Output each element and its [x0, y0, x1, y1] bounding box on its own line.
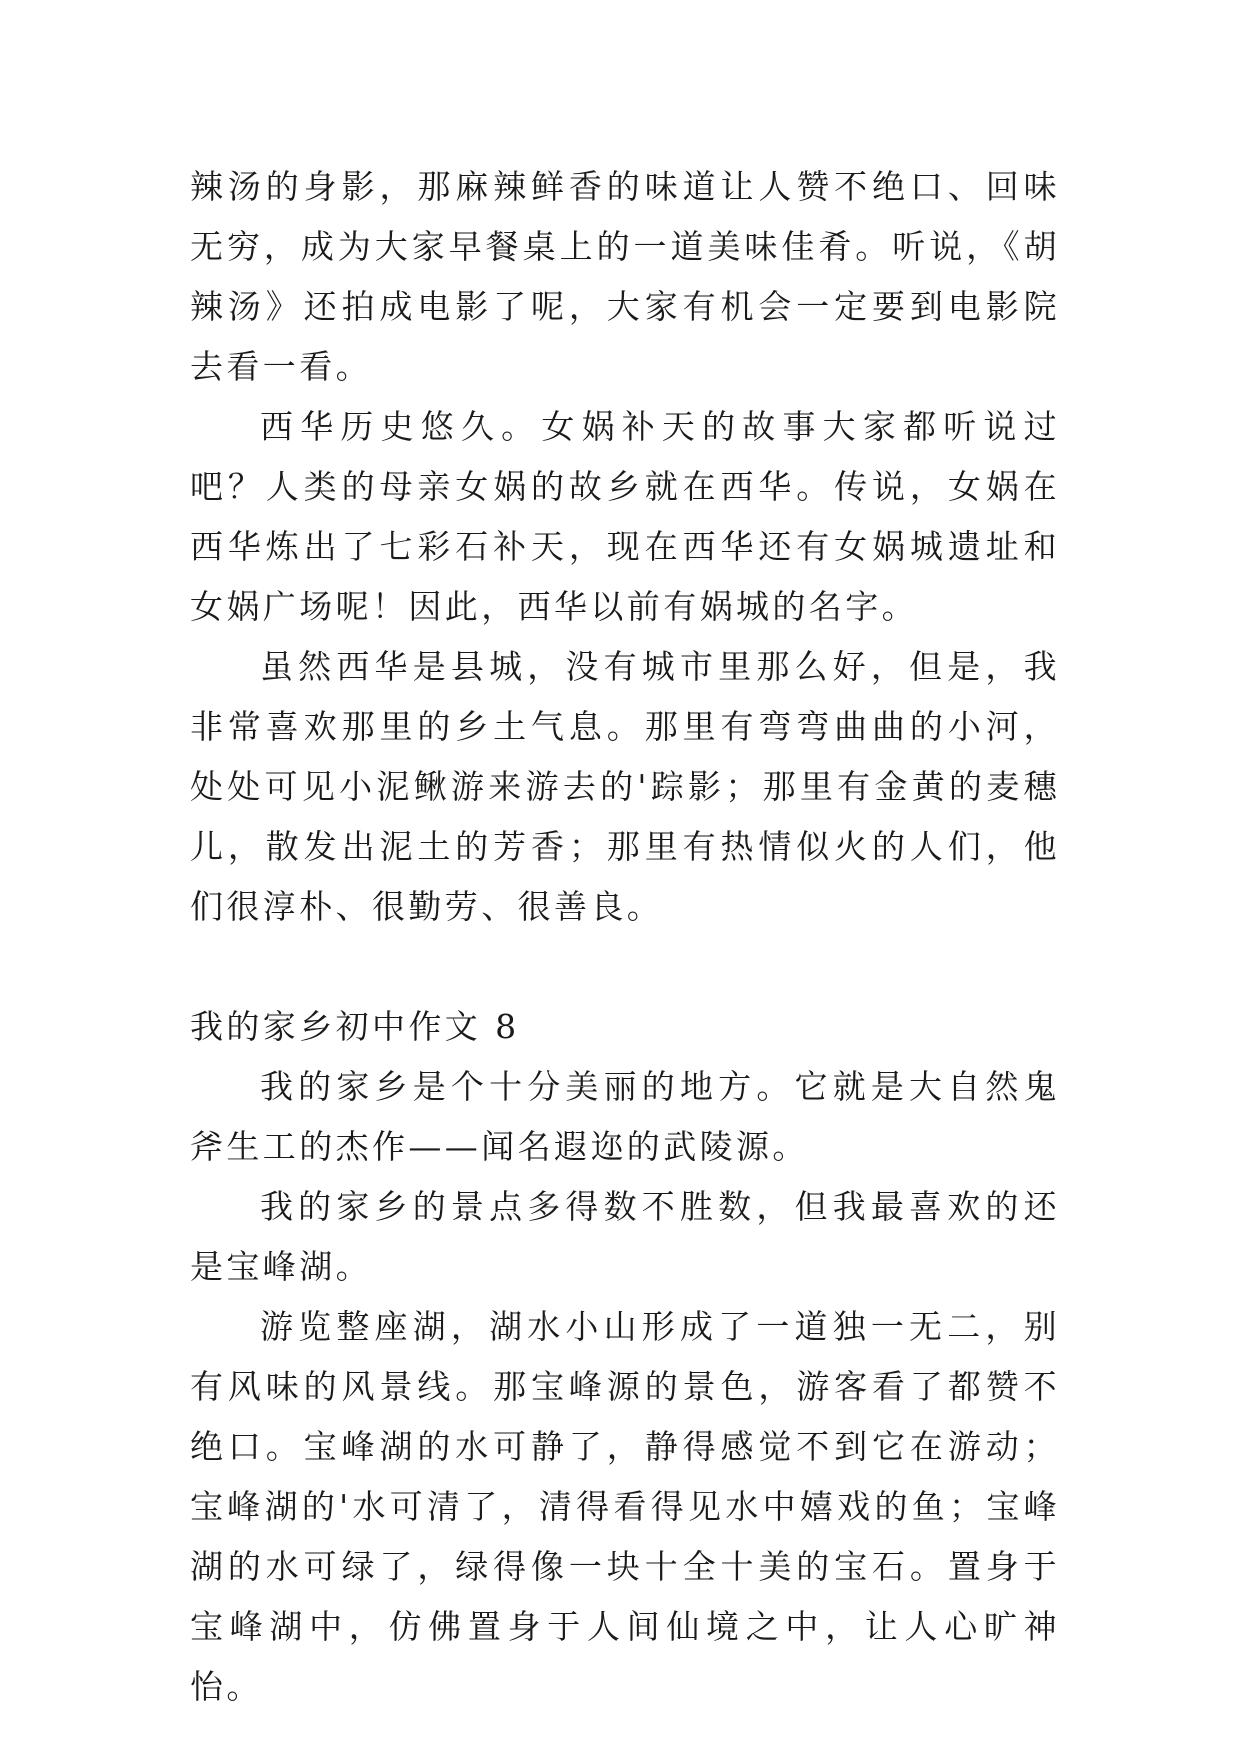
- paragraph-baofeng-lake: 游览整座湖，湖水小山形成了一道独一无二，别有风味的风景线。那宝峰源的景色，游客看了都赞不绝口。宝峰湖的水可静了，静得感觉不到它在游动；宝峰湖的'水可清了，清得看得见水中嬉戏的鱼；宝峰湖的水可绿了，绿得像一块十全十美的宝石。置身于宝峰湖中，仿佛置身于人间仙境之中，让人心旷神怡。: [190, 1307, 1060, 1706]
- paragraph-intro: 我的家乡是个十分美丽的地方。它就是大自然鬼斧生工的杰作——闻名遐迩的武陵源。: [190, 1067, 1060, 1166]
- paragraph-scenic-spots: 我的家乡的景点多得数不胜数，但我最喜欢的还是宝峰湖。: [190, 1187, 1060, 1286]
- document-body: [190, 157, 1060, 1717]
- paragraph-continuation: 辣汤的身影，那麻辣鲜香的味道让人赞不绝口、回味无穷，成为大家早餐桌上的一道美味佳肴。听说，《胡辣汤》还拍成电影了呢，大家有机会一定要到电影院去看一看。: [190, 167, 1060, 386]
- paragraph-countryside: 虽然西华是县城，没有城市里那么好，但是，我非常喜欢那里的乡土气息。那里有弯弯曲曲的小河，处处可见小泥鳅游来游去的'踪影；那里有金黄的麦穗儿，散发出泥土的芳香；那里有热情似火的人们，他们很淳朴、很勤劳、很善良。: [190, 647, 1060, 926]
- paragraph-history: 西华历史悠久。女娲补天的故事大家都听说过吧？人类的母亲女娲的故乡就在西华。传说，女娲在西华炼出了七彩石补天，现在西华还有女娲城遗址和女娲广场呢！因此，西华以前有娲城的名字。: [190, 407, 1060, 626]
- section-title: 我的家乡初中作文 8: [190, 1007, 520, 1046]
